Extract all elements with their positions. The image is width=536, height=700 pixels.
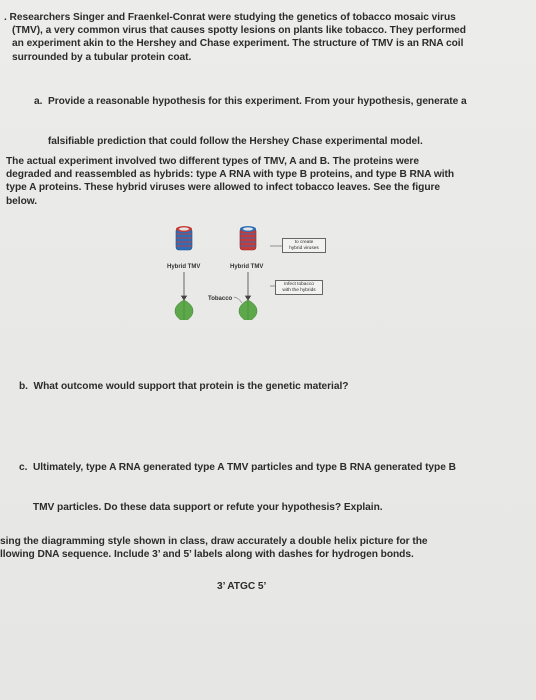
question-b-line: b. What outcome would support that protein is the genetic material? [19, 381, 349, 393]
question-intro-line: . Researchers Singer and Fraenkel-Conrat were studying the genetics of tobacco mosaic virus [4, 12, 456, 23]
paragraph-line: degraded and reassembled as hybrids: type A RNA with type B proteins, and type B RNA with [6, 169, 455, 181]
infect-tobacco-line: with the hybrids [282, 287, 316, 293]
question-dna-line: llowing DNA sequence. Include 3’ and 5’ labels along with dashes for hydrogen bonds. [0, 549, 414, 561]
question-intro [4, 11, 466, 64]
question-a-line: a. Provide a reasonable hypothesis for this experiment. From your hypothesis, generate a [34, 96, 467, 108]
question-c [19, 435, 456, 541]
paragraph-line: The actual experiment involved two different types of TMV, A and B. The proteins were [6, 156, 419, 167]
question-c-line: c. Ultimately, type A RNA generated type A TMV particles and type B RNA generated type B [19, 462, 456, 474]
question-dna [0, 535, 428, 561]
create-hybrid-line: hybrid viruses [289, 245, 319, 251]
question-intro-line: surrounded by a tubular protein coat. [12, 51, 192, 63]
hybrid-virus-left-icon [176, 226, 192, 250]
create-hybrid-line: to create [294, 240, 314, 245]
question-b [19, 354, 348, 420]
tobacco-label: Tobacco [208, 296, 233, 302]
hybrid-tmv-label-1: Hybrid TMV [167, 264, 201, 270]
infect-tobacco-line: Infect tobacco [284, 282, 314, 287]
tmv-hybrid-figure [160, 218, 360, 320]
question-intro-line: (TMV), a very common virus that causes spotty lesions on plants like tobacco. They performed [12, 25, 466, 37]
question-a-line: falsifiable prediction that could follow the Hershey Chase experimental model. [34, 136, 423, 148]
question-dna-line: sing the diagramming style shown in class, draw accurately a double helix picture for the [0, 536, 428, 547]
hybrid-virus-right-icon [240, 226, 256, 250]
hybrid-tmv-label-2: Hybrid TMV [230, 264, 264, 270]
paragraph-line: below. [6, 195, 38, 207]
create-hybrid-box [282, 238, 326, 253]
dna-sequence: 3’ ATGC 5’ [217, 581, 267, 592]
tobacco-leaf-left-icon [175, 300, 193, 320]
question-c-line: TMV particles. Do these data support or refute your hypothesis? Explain. [19, 502, 383, 514]
infect-tobacco-box [275, 280, 323, 295]
question-intro-line: an experiment akin to the Hershey and Chase experiment. The structure of TMV is an RNA coil [12, 38, 464, 50]
experiment-paragraph [6, 155, 454, 208]
paragraph-line: type A proteins. These hybrid viruses were allowed to infect tobacco leaves. See the figure [6, 182, 441, 194]
